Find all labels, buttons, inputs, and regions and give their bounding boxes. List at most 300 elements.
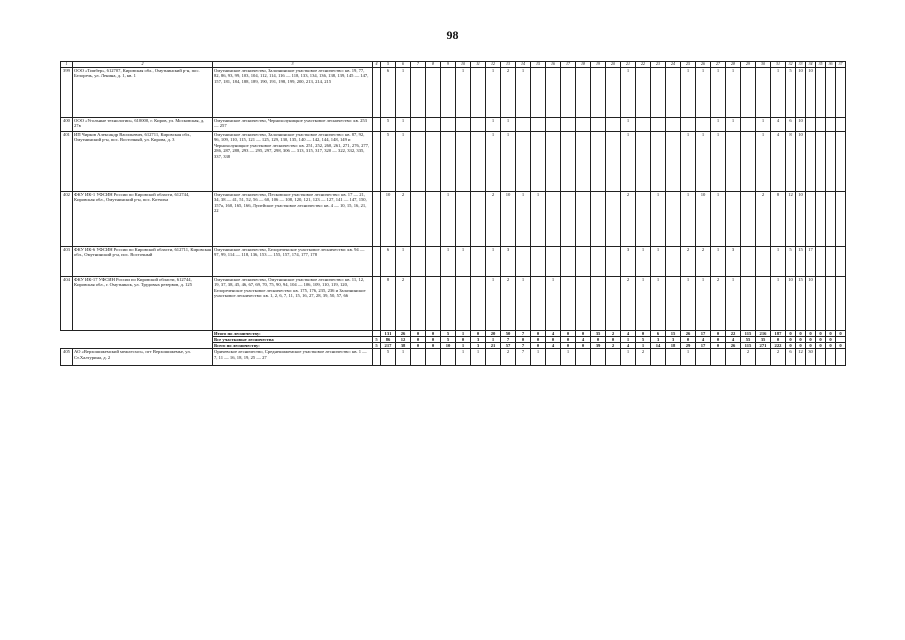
total-value-cell: 26 (396, 330, 411, 336)
table-row (61, 191, 846, 246)
value-cell (741, 246, 756, 276)
column-number: 20 (606, 62, 621, 68)
table-row (61, 131, 846, 191)
value-cell (441, 349, 456, 366)
total-value-cell: 0 (826, 336, 836, 342)
table-row (61, 117, 846, 131)
organization-cell: ООО «Тимбер», 612707, Кировская обл., Омутнинский р-н, пос. Белоречь, ул. Ленина, д. 1, кв. 1 (73, 67, 213, 117)
value-cell (531, 117, 546, 131)
total-value-cell: 2 (606, 330, 621, 336)
value-cell: 6 (381, 67, 396, 117)
value-cell (666, 67, 681, 117)
value-cell: 5 (381, 117, 396, 131)
value-cell (636, 67, 651, 117)
total-value-cell: 6 (651, 330, 666, 336)
total-value-cell: 22 (726, 330, 741, 336)
value-cell: 17 (806, 246, 816, 276)
row-number: 399 (61, 67, 73, 117)
value-cell (756, 276, 771, 330)
total-value-cell: 0 (411, 342, 426, 348)
value-cell: 10 (796, 117, 806, 131)
row-number: 405 (61, 349, 73, 366)
total-value-cell: 21 (486, 342, 501, 348)
value-cell (561, 276, 576, 330)
total-value-cell: 115 (741, 342, 756, 348)
value-cell: 1 (486, 67, 501, 117)
value-cell: 10 (696, 191, 711, 246)
total-value-cell: 222 (771, 342, 786, 348)
value-cell (561, 246, 576, 276)
page-number: 98 (446, 28, 459, 42)
value-cell: 1 (441, 191, 456, 246)
value-cell (471, 117, 486, 131)
column-number: 28 (726, 62, 741, 68)
total-value-cell: 35 (591, 330, 606, 336)
value-cell: 5 (786, 67, 796, 117)
column-number: 35 (816, 62, 826, 68)
value-cell: 1 (456, 349, 471, 366)
total-value-cell: 0 (786, 330, 796, 336)
total-value-cell: 0 (836, 342, 846, 348)
value-cell: 1 (711, 117, 726, 131)
row-number: 400 (61, 117, 73, 131)
value-cell: 4 (771, 131, 786, 191)
total-value-cell: 4 (621, 342, 636, 348)
totals-label: Все участковые лесничества (213, 336, 373, 342)
column-number: 21 (621, 62, 636, 68)
value-cell (373, 117, 381, 131)
value-cell (516, 246, 531, 276)
total-value-cell: 271 (756, 342, 771, 348)
total-value-cell: 4 (546, 330, 561, 336)
total-value-cell: 55 (741, 336, 756, 342)
column-number: 6 (396, 62, 411, 68)
total-value-cell: 0 (786, 342, 796, 348)
value-cell: 1 (501, 131, 516, 191)
total-value-cell: 12 (396, 336, 411, 342)
value-cell (651, 349, 666, 366)
total-value-cell: 14 (651, 342, 666, 348)
value-cell: 2 (741, 349, 756, 366)
total-value-cell: 0 (681, 336, 696, 342)
value-cell (651, 67, 666, 117)
value-cell (411, 349, 426, 366)
value-cell (816, 117, 826, 131)
value-cell (426, 246, 441, 276)
totals-label: Всего по лесничеству: (213, 342, 373, 348)
value-cell (531, 67, 546, 117)
value-cell: 1 (441, 246, 456, 276)
value-cell: 3 (501, 246, 516, 276)
column-number: 5 (381, 62, 396, 68)
total-value-cell: 0 (796, 330, 806, 336)
value-cell (591, 276, 606, 330)
value-cell: 1 (771, 246, 786, 276)
value-cell: 1 (711, 67, 726, 117)
value-cell (591, 349, 606, 366)
column-number: 16 (546, 62, 561, 68)
total-value-cell: 18 (666, 342, 681, 348)
column-number: 29 (741, 62, 756, 68)
value-cell (696, 117, 711, 131)
column-number: 27 (711, 62, 726, 68)
value-cell (636, 191, 651, 246)
value-cell (441, 117, 456, 131)
value-cell (426, 67, 441, 117)
value-cell (591, 131, 606, 191)
value-cell (456, 191, 471, 246)
table-row (61, 276, 846, 330)
value-cell (816, 276, 826, 330)
total-value-cell: 131 (381, 330, 396, 336)
value-cell (666, 131, 681, 191)
total-value-cell: 7 (516, 330, 531, 336)
value-cell (373, 67, 381, 117)
table-row (61, 349, 846, 366)
value-cell: 1 (636, 246, 651, 276)
total-value-cell: 0 (426, 342, 441, 348)
value-cell (836, 349, 846, 366)
value-cell (546, 349, 561, 366)
organization-cell: ИП Чирков Александр Васильевич, 612711, Кировская обл., Омутнинский р-н, пос. Восточный, ул. Кирова, д. 3 (73, 131, 213, 191)
value-cell (836, 67, 846, 117)
value-cell: 1 (621, 131, 636, 191)
value-cell (606, 191, 621, 246)
total-value-cell: 3 (471, 342, 486, 348)
value-cell: 8 (771, 191, 786, 246)
value-cell: 1 (696, 131, 711, 191)
value-cell: 1 (561, 349, 576, 366)
value-cell (561, 191, 576, 246)
total-value-cell: 17 (696, 342, 711, 348)
value-cell: 5 (381, 131, 396, 191)
value-cell: 1 (396, 131, 411, 191)
value-cell (681, 117, 696, 131)
value-cell (516, 117, 531, 131)
value-cell (531, 276, 546, 330)
total-value-cell: 115 (741, 330, 756, 336)
total-value-cell: 1 (636, 342, 651, 348)
value-cell (456, 117, 471, 131)
total-value-cell: 0 (816, 330, 826, 336)
value-cell: 1 (681, 276, 696, 330)
value-cell: 3 (726, 246, 741, 276)
value-cell: 12 (786, 191, 796, 246)
total-value-cell: 5 (373, 342, 381, 348)
value-cell (426, 191, 441, 246)
value-cell: 1 (651, 246, 666, 276)
total-value-cell: 0 (531, 342, 546, 348)
total-value-cell: 0 (576, 342, 591, 348)
value-cell: 1 (681, 67, 696, 117)
value-cell (546, 246, 561, 276)
value-cell (411, 276, 426, 330)
value-cell: 1 (396, 246, 411, 276)
value-cell: 2 (501, 67, 516, 117)
value-cell (576, 246, 591, 276)
value-cell: 10 (796, 191, 806, 246)
value-cell (836, 276, 846, 330)
forest-area-cell: Омутнинское лесничество, Залазнинское участковое лесничество: кв. 87, 92, 96, 109, 110, 115, 121 — 125, 129, 130, 135, 140 — 142, 144, 148, 149 и Чернохолуницкое участковое лесничество: кв. 251, 252, 260, 261, 271, 276, 277, 286, 287, 288, 293 — 295, 297, 298, 306 — 313, 315, 317, 320 — 322, 332, 335, 337, 338 (213, 131, 373, 191)
total-value-cell: 0 (456, 336, 471, 342)
organization-cell: ФКУ ИК-17 УФСИН России по Кировской области, 612744, Кировская обл., г. Омутнинск, ул. Трудовых резервов, д. 125 (73, 276, 213, 330)
value-cell: 1 (636, 276, 651, 330)
value-cell: 1 (711, 131, 726, 191)
value-cell (756, 67, 771, 117)
value-cell (666, 349, 681, 366)
total-value-cell: 5 (636, 336, 651, 342)
value-cell (426, 349, 441, 366)
column-number: 22 (636, 62, 651, 68)
table-row (61, 246, 846, 276)
value-cell (373, 131, 381, 191)
value-cell (576, 67, 591, 117)
total-value-cell: 5 (441, 330, 456, 336)
organization-cell: ФКУ ИК-6 УФСИН России по Кировской области, 612711, Кировская обл., Омутнинский р-н, пос. Восточный (73, 246, 213, 276)
value-cell (591, 67, 606, 117)
column-number: 7 (411, 62, 426, 68)
value-cell (531, 131, 546, 191)
value-cell: 2 (486, 191, 501, 246)
total-value-cell: 217 (381, 342, 396, 348)
column-number: 18 (576, 62, 591, 68)
value-cell (711, 349, 726, 366)
total-value-cell: 35 (756, 336, 771, 342)
total-value-cell: 0 (531, 330, 546, 336)
total-value-cell: 0 (636, 330, 651, 336)
value-cell: 30 (806, 349, 816, 366)
value-cell: 1 (501, 117, 516, 131)
total-value-cell: 0 (836, 330, 846, 336)
total-value-cell: 0 (806, 336, 816, 342)
value-cell (441, 276, 456, 330)
value-cell: 1 (531, 191, 546, 246)
value-cell (471, 276, 486, 330)
total-value-cell: 0 (711, 330, 726, 336)
column-number: 37 (836, 62, 846, 68)
value-cell: 1 (726, 117, 741, 131)
value-cell: 1 (516, 191, 531, 246)
total-value-cell: 0 (806, 342, 816, 348)
value-cell: 1 (621, 67, 636, 117)
total-value-cell: 4 (546, 342, 561, 348)
value-cell: 2 (621, 276, 636, 330)
value-cell (836, 246, 846, 276)
forest-area-cell: Омутнинское лесничество, Залазнинское участковое лесничество: кв. 19, 77, 82, 86, 93, 99, 103, 104, 112, 114, 116 — 118, 133, 134, 136, 138, 139, 145 — 147, 157, 181, 184, 188, 189, 190, 191, 198, 199, 200, 213, 214, 215 (213, 67, 373, 117)
table-row (61, 67, 846, 117)
column-number: 24 (666, 62, 681, 68)
total-value-cell: 0 (711, 342, 726, 348)
value-cell (373, 276, 381, 330)
value-cell (816, 349, 826, 366)
total-value-cell: 0 (561, 330, 576, 336)
value-cell (546, 117, 561, 131)
value-cell (741, 67, 756, 117)
value-cell: 1 (486, 131, 501, 191)
value-cell (726, 349, 741, 366)
value-cell: 2 (636, 349, 651, 366)
value-cell: 2 (696, 246, 711, 276)
value-cell: 1 (756, 131, 771, 191)
column-number: 9 (441, 62, 456, 68)
value-cell (836, 117, 846, 131)
value-cell: 1 (621, 117, 636, 131)
value-cell (816, 191, 826, 246)
value-cell (606, 349, 621, 366)
row-number: 404 (61, 276, 73, 330)
total-value-cell: 4 (621, 330, 636, 336)
column-number: 36 (826, 62, 836, 68)
value-cell: 7 (516, 349, 531, 366)
value-cell (836, 131, 846, 191)
column-number: 10 (456, 62, 471, 68)
column-number: 14 (516, 62, 531, 68)
value-cell: 1 (711, 246, 726, 276)
value-cell (373, 191, 381, 246)
value-cell: 5 (381, 349, 396, 366)
value-cell (806, 191, 816, 246)
total-value-cell: 0 (411, 330, 426, 336)
value-cell (411, 131, 426, 191)
value-cell: 2 (396, 276, 411, 330)
value-cell (471, 131, 486, 191)
value-cell (591, 191, 606, 246)
value-cell: 10 (796, 131, 806, 191)
value-cell (666, 246, 681, 276)
value-cell (441, 131, 456, 191)
value-cell: 10 (381, 191, 396, 246)
value-cell (561, 117, 576, 131)
total-value-cell: 57 (501, 342, 516, 348)
column-number: 23 (651, 62, 666, 68)
value-cell: 1 (771, 67, 786, 117)
value-cell (426, 117, 441, 131)
value-cell (426, 131, 441, 191)
value-cell (726, 191, 741, 246)
total-value-cell: 0 (471, 330, 486, 336)
value-cell: 1 (621, 349, 636, 366)
value-cell (606, 67, 621, 117)
value-cell (741, 191, 756, 246)
value-cell (606, 131, 621, 191)
column-number: 32 (786, 62, 796, 68)
forest-area-cell: Омутнинское лесничество, Омутнинское участковое лесничество: кв. 11, 12, 19, 37, 38, 45, 46, 67, 69, 70, 75, 90, 94, 104 — 106, 109, 110, 119, 120, Белореченское участковое лесничество: кв. 175, 176, 235, 236 и Залазнинское участковое лесничество: кв. 1, 2, 6, 7, 11, 15, 16, 27, 28, 39, 50, 57, 66 (213, 276, 373, 330)
value-cell (636, 117, 651, 131)
value-cell (546, 131, 561, 191)
value-cell (756, 349, 771, 366)
value-cell (546, 191, 561, 246)
total-value-cell: 0 (796, 336, 806, 342)
value-cell: 1 (726, 276, 741, 330)
value-cell: 10 (806, 67, 816, 117)
total-value-cell: 4 (726, 336, 741, 342)
total-value-cell: 10 (441, 342, 456, 348)
total-value-cell: 7 (516, 342, 531, 348)
total-value-cell: 0 (826, 342, 836, 348)
column-number: 17 (561, 62, 576, 68)
value-cell (441, 67, 456, 117)
value-cell (606, 276, 621, 330)
column-number: 2 (73, 62, 213, 68)
value-cell (826, 349, 836, 366)
column-number: 11 (471, 62, 486, 68)
value-cell (606, 117, 621, 131)
total-value-cell: 0 (516, 336, 531, 342)
value-cell (606, 246, 621, 276)
total-value-cell: 38 (396, 342, 411, 348)
value-cell: 1 (726, 67, 741, 117)
total-value-cell: 26 (726, 342, 741, 348)
value-cell (576, 117, 591, 131)
value-cell: 10 (806, 276, 816, 330)
value-cell (373, 246, 381, 276)
value-cell: 6 (786, 349, 796, 366)
total-value-cell: 0 (576, 330, 591, 336)
total-value-cell: 26 (681, 330, 696, 336)
column-number: 4 (373, 62, 381, 68)
value-cell: 1 (456, 246, 471, 276)
value-cell: 8 (381, 276, 396, 330)
total-value-cell: 3 (666, 336, 681, 342)
value-cell (651, 117, 666, 131)
value-cell (826, 246, 836, 276)
total-value-cell: 1 (621, 336, 636, 342)
value-cell (471, 191, 486, 246)
value-cell (651, 131, 666, 191)
total-value-cell: 1 (456, 330, 471, 336)
value-cell (666, 191, 681, 246)
value-cell: 12 (796, 349, 806, 366)
value-cell: 1 (471, 349, 486, 366)
value-cell: 4 (771, 117, 786, 131)
value-cell (373, 349, 381, 366)
value-cell (741, 117, 756, 131)
total-value-cell: 0 (546, 336, 561, 342)
value-cell (456, 276, 471, 330)
value-cell (576, 276, 591, 330)
total-value-cell: 5 (441, 336, 456, 342)
column-number: 13 (501, 62, 516, 68)
value-cell (471, 246, 486, 276)
total-value-cell: 0 (806, 330, 816, 336)
value-cell: 8 (786, 131, 796, 191)
value-cell (576, 131, 591, 191)
forest-area-cell: Омутнинское лесничество, Белореченское участковое лесничество: кв. 94 — 97, 99, 114 — 118, 136, 153 — 155, 157, 174, 177, 178 (213, 246, 373, 276)
column-number: 8 (426, 62, 441, 68)
value-cell (826, 131, 836, 191)
total-value-cell: 187 (771, 330, 786, 336)
value-cell: 3 (621, 246, 636, 276)
total-value-cell: 15 (666, 330, 681, 336)
value-cell (836, 191, 846, 246)
value-cell (741, 276, 756, 330)
row-number: 401 (61, 131, 73, 191)
total-value-cell: 0 (561, 342, 576, 348)
total-value-cell: 86 (381, 336, 396, 342)
value-cell: 2 (396, 191, 411, 246)
value-cell: 6 (786, 117, 796, 131)
value-cell (411, 246, 426, 276)
total-value-cell: 4 (576, 336, 591, 342)
total-value-cell: 0 (796, 342, 806, 348)
total-value-cell: 3 (471, 336, 486, 342)
value-cell (591, 117, 606, 131)
value-cell (756, 246, 771, 276)
value-cell (816, 67, 826, 117)
value-cell: 1 (531, 349, 546, 366)
value-cell (411, 67, 426, 117)
value-cell (666, 276, 681, 330)
